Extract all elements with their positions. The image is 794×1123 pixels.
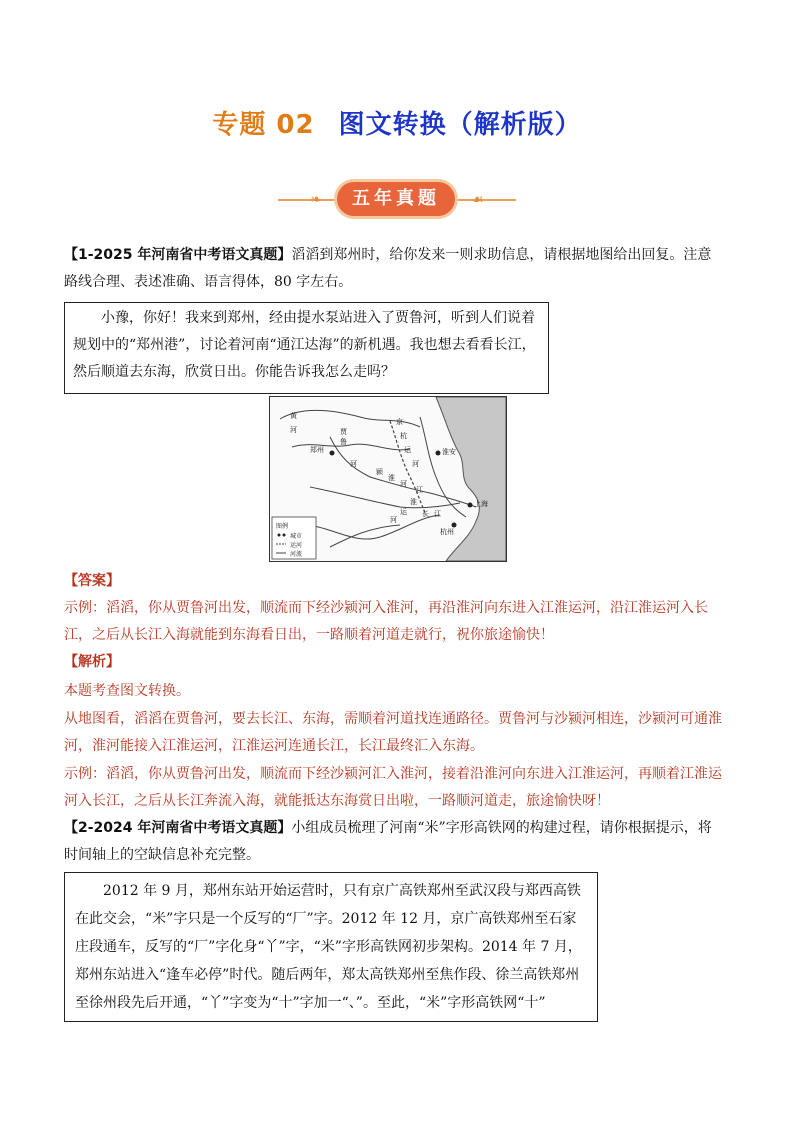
map-label: 河: [350, 460, 357, 468]
q1-answer: 示例：滔滔，你从贾鲁河出发，顺流而下经沙颍河入淮河，再沿淮河向东进入江淮运河，沿江淮运河入长江，之后从长江入海就能到东海看日出，一路顺着河道走就行，祝你旅途愉快！: [64, 600, 708, 643]
badge-label: 五年真题: [337, 182, 455, 216]
badge-left-ornament-icon: ❧: [310, 192, 322, 208]
map-label: 黄: [290, 412, 297, 420]
map-label: 河: [390, 516, 397, 524]
map-label: 淮: [410, 498, 417, 506]
map-legend-river: 河流: [290, 551, 303, 558]
map-label: 运: [404, 446, 411, 454]
map-label: 淮: [388, 474, 395, 482]
title-topic-number: 专题 02: [212, 110, 315, 140]
q1-message-box: [64, 302, 549, 394]
analysis-label: 【解析】: [64, 654, 120, 670]
badge-left-line: [278, 199, 336, 201]
map-label: 河: [412, 460, 419, 468]
q1-heading: 【1-2025 年河南省中考语文真题】: [64, 247, 292, 263]
map-label: 江: [416, 486, 423, 494]
q1-answer-label-row: [64, 568, 724, 595]
map-label: 河: [400, 480, 407, 488]
q1-message-text: 小豫，你好！我来到郑州，经由提水泵站进入了贾鲁河，听到人们说着规划中的“郑州港”，讨论着河南“通江达海”的新机遇。我也想去看看长江，然后顺道去东海，欣赏日出。你能告诉我怎么走吗？: [73, 310, 536, 380]
map-legend-canal: 运河: [290, 542, 303, 549]
map-label: 江: [434, 510, 441, 518]
map-label: 颍: [376, 468, 383, 476]
map-legend-city: 城市: [290, 533, 303, 540]
map-label: 杭: [400, 432, 407, 440]
answer-label: 【答案】: [64, 573, 120, 589]
q1-prompt: [64, 242, 724, 296]
q1-analysis-line-1: 本题考查图文转换。: [64, 683, 190, 699]
q2-prompt: [64, 815, 724, 869]
q1-analysis-line-3: 示例：滔滔，你从贾鲁河出发，顺流而下经沙颍河汇入淮河，接着沿淮河向东进入江淮运河，再顺着江淮运河入长江，之后从长江奔流入海，就能抵达东海赏日出啦，一路顺河道走，旅途愉快呀！: [64, 766, 722, 809]
q1-analysis-line-2: 从地图看，滔滔在贾鲁河，要去长江、东海，需顺着河道找连通路径。贾鲁河与沙颍河相连，沙颍河可通淮河，淮河能接入江淮运河，江淮运河连通长江，长江最终汇入东海。: [64, 711, 722, 754]
title-topic-name: 图文转换（解析版）: [338, 110, 582, 140]
map-city-shanghai: 上海: [474, 500, 488, 508]
map-city-hangzhou: 杭州: [440, 528, 454, 536]
q1-prompt-text: 滔滔到郑州时，给你发来一则求助信息，请根据地图给出回复。注意路线合理、表述准确、语言得体，80 字左右。: [64, 247, 712, 290]
map-legend-title: 图例: [276, 523, 289, 530]
q2-heading: 【2-2024 年河南省中考语文真题】: [64, 820, 292, 836]
map-label: 京: [396, 418, 403, 426]
section-badge: [270, 180, 524, 220]
map-label: 长: [422, 510, 429, 518]
map-city-zhengzhou: 郑州: [310, 446, 324, 454]
badge-right-ornament-icon: ☙: [471, 192, 484, 208]
q1-analysis-label-row: [64, 649, 724, 676]
q2-prompt-text: 小组成员梳理了河南“米”字形高铁网的构建过程，请你根据提示，将时间轴上的空缺信息补充完整。: [64, 820, 712, 863]
q1-map-image: [269, 396, 507, 562]
map-label: 运: [400, 508, 407, 516]
map-label: 贾: [340, 428, 347, 436]
map-label: 鲁: [340, 438, 347, 446]
page-title: [0, 104, 794, 141]
badge-right-line: [458, 199, 516, 201]
map-label: 河: [290, 426, 297, 434]
map-city-huaian: 淮安: [442, 448, 456, 456]
q2-box-text: 2012 年 9 月，郑州东站开始运营时，只有京广高铁郑州至武汉段与郑西高铁在此交会，“米”字只是一个反写的“厂”字。2012 年 12 月，京广高铁郑州至石家庄段通车，反写的“厂”字化身“丫”字，“米”字形高铁网初步架构。2014 年 7 月，郑州东站进入“逢车必停”时代。随后两年，郑太高铁郑州至焦作段、徐兰高铁郑州至徐州段先后开通，“丫”字变为“十”字加一“、”。至此，“米”字形高铁网“十”: [75, 883, 582, 1011]
q2-info-box: [64, 872, 598, 1022]
